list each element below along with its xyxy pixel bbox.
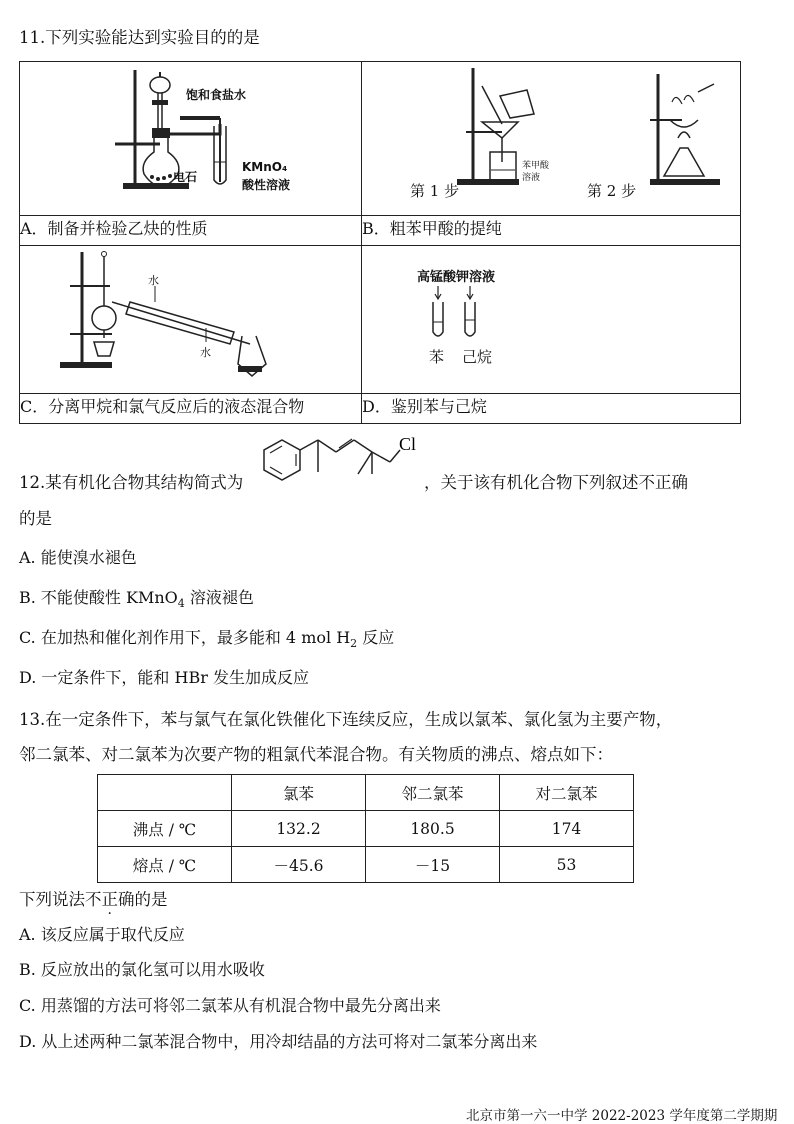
q13-stem-line2: 邻二氯苯、对二氯苯为次要产物的粗氯代苯混合物。有关物质的沸点、熔点如下： <box>19 745 613 764</box>
q11-cell-d-figure <box>362 246 741 394</box>
q12-option-a: A. 能使溴水褪色 <box>19 548 137 567</box>
table-row-boiling-point <box>98 811 634 847</box>
label-kmno4: KMnO₄ <box>242 160 288 174</box>
label-water-out: 水 <box>148 274 159 287</box>
table-cell: 沸点 / ℃ <box>98 811 232 847</box>
q11-caption-d: D．鉴别苯与己烷 <box>362 394 741 424</box>
q12-stem-before: 12.某有机化合物其结构简式为 <box>19 473 244 492</box>
structure-cl-atom: Cl <box>399 434 417 454</box>
table-cell: －45.6 <box>232 847 366 883</box>
table-cell: 180.5 <box>366 811 500 847</box>
label-benzene: 苯 <box>429 348 445 366</box>
q11-options-grid <box>19 61 741 424</box>
table-row-melting-point <box>98 847 634 883</box>
q11-cell-c-figure <box>20 246 362 394</box>
q13-option-b: B. 反应放出的氯化氢可以用水吸收 <box>19 960 265 979</box>
label-benzoic-acid: 苯甲酸 <box>522 161 550 171</box>
q13-option-a: A. 该反应属于取代反应 <box>19 925 185 944</box>
label-step-1: 第 1 步 <box>410 182 460 200</box>
q11-cell-a-figure <box>20 62 362 216</box>
q13-option-c: C. 用蒸馏的方法可将邻二氯苯从有机混合物中最先分离出来 <box>19 996 441 1015</box>
q12-stem-after: ，关于该有机化合物下列叙述不正确 <box>424 473 688 492</box>
q12-structural-formula <box>262 432 422 498</box>
q11-caption-a: A．制备并检验乙炔的性质 <box>20 216 362 246</box>
table-cell: 174 <box>500 811 634 847</box>
table-cell: －15 <box>366 847 500 883</box>
q13-property-table <box>97 774 634 883</box>
q11-caption-b: B．粗苯甲酸的提纯 <box>362 216 741 246</box>
q13-prompt: 下列说法不正确的是 <box>19 886 168 910</box>
table-header-chlorobenzene: 氯苯 <box>232 775 366 811</box>
q11-caption-c: C．分离甲烷和氯气反应后的液态混合物 <box>20 394 362 424</box>
q12-option-d: D. 一定条件下，能和 HBr 发生加成反应 <box>19 668 309 687</box>
table-header-o-dichlorobenzene: 邻二氯苯 <box>366 775 500 811</box>
label-water-in: 水 <box>200 346 211 359</box>
label-solution: 溶液 <box>522 173 541 183</box>
emphasis-not-correct: 不正确 <box>85 890 135 909</box>
label-acidic-solution: 酸性溶液 <box>242 178 291 192</box>
q12-stem-line2: 的是 <box>19 509 52 528</box>
label-step-2: 第 2 步 <box>587 182 637 200</box>
table-cell: 熔点 / ℃ <box>98 847 232 883</box>
q12-option-c: C. 在加热和催化剂作用下，最多能和 4 mol $H_2$ 反应 <box>19 628 395 651</box>
page-footer: 北京市第一六一中学 2022-2023 学年度第二学期期 <box>466 1108 778 1124</box>
test-tubes-diagram <box>362 246 740 393</box>
q13-option-d: D. 从上述两种二氯苯混合物中，用冷却结晶的方法可将对二氯苯分离出来 <box>19 1032 538 1051</box>
table-header-p-dichlorobenzene: 对二氯苯 <box>500 775 634 811</box>
table-cell: 132.2 <box>232 811 366 847</box>
q13-stem-line1: 13.在一定条件下，苯与氯气在氯化铁催化下连续反应，生成以氯苯、氯化氢为主要产物， <box>19 710 673 729</box>
label-kmno4-solution: 高锰酸钾溶液 <box>417 270 496 285</box>
q11-cell-b-figure <box>362 62 741 216</box>
distillation-apparatus-diagram <box>20 246 361 393</box>
q11-stem: 11.下列实验能达到实验目的的是 <box>19 28 260 47</box>
table-header-empty <box>98 775 232 811</box>
label-calcium-carbide: 电石 <box>173 170 198 184</box>
label-hexane: 己烷 <box>462 348 493 366</box>
label-saturated-brine: 饱和食盐水 <box>186 88 247 102</box>
table-cell: 53 <box>500 847 634 883</box>
q12-option-b: B. 不能使酸性 KMnO$_4$ 溶液褪色 <box>19 588 254 611</box>
acetylene-apparatus-diagram <box>20 62 361 215</box>
